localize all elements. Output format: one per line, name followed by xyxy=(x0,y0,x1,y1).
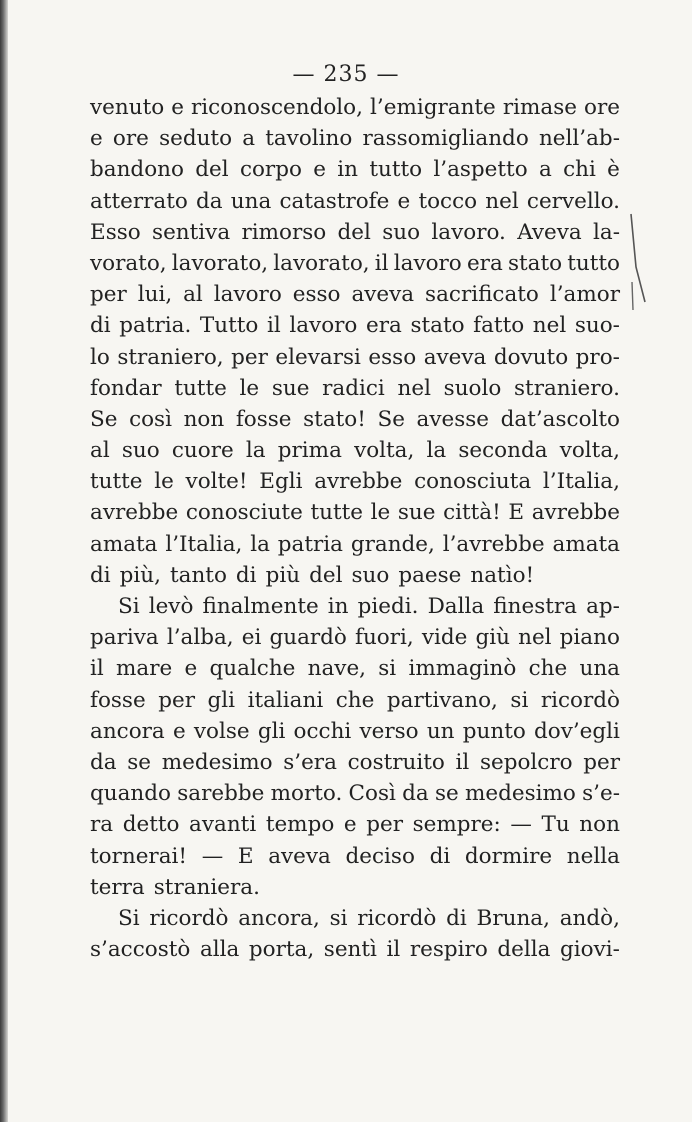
word: si xyxy=(378,656,397,682)
word: conosciute xyxy=(185,500,303,526)
text-line xyxy=(90,248,620,279)
word: fosse xyxy=(235,406,292,432)
word: suo xyxy=(351,562,390,588)
word: di xyxy=(235,562,257,588)
word: un xyxy=(426,718,455,744)
word: fosse xyxy=(90,687,146,713)
word: radici xyxy=(322,375,385,401)
word: al xyxy=(90,438,110,464)
word: e xyxy=(184,656,198,682)
word: alla xyxy=(199,937,240,963)
word: patria. xyxy=(119,313,192,339)
word: cervello. xyxy=(526,188,620,214)
word: l’alba, xyxy=(166,625,234,651)
word: ore xyxy=(112,126,149,152)
text-line xyxy=(118,591,620,622)
text-line xyxy=(90,497,620,528)
word: tavolino xyxy=(265,126,353,152)
word: morto. xyxy=(270,781,343,807)
word: sue xyxy=(397,500,436,526)
text-line xyxy=(90,404,620,435)
word: bandono xyxy=(90,157,184,183)
word: ap- xyxy=(586,594,620,619)
word: quando xyxy=(90,781,171,807)
word: ra xyxy=(90,812,114,838)
word: straniero. xyxy=(514,375,620,401)
word: andò, xyxy=(559,905,620,931)
word: terra xyxy=(90,874,145,900)
word: E xyxy=(508,500,525,526)
word: aveva xyxy=(268,843,331,869)
word: una xyxy=(230,188,272,214)
word: seconda xyxy=(458,438,548,464)
word: tutte xyxy=(310,500,363,526)
word: tempo xyxy=(265,812,335,838)
word: nell’ab- xyxy=(538,126,620,152)
word: e xyxy=(313,157,326,183)
word: ricordò xyxy=(149,905,229,931)
word: era xyxy=(366,313,402,339)
word: le xyxy=(239,375,260,401)
word: medesimo xyxy=(465,781,576,807)
word: il xyxy=(386,937,401,963)
word: punto xyxy=(462,718,526,744)
word: ei xyxy=(241,625,262,651)
word: medesimo xyxy=(161,749,273,775)
text-line xyxy=(90,435,620,466)
word: del xyxy=(309,562,343,588)
word: città! xyxy=(443,500,501,526)
word: così xyxy=(129,406,172,432)
word: patria xyxy=(277,531,343,557)
text-line xyxy=(90,747,620,778)
margin-pencil-mark xyxy=(628,212,648,312)
word: avrebbe xyxy=(314,469,403,495)
word: nel xyxy=(485,188,519,214)
word: volta, xyxy=(354,438,415,464)
body-text xyxy=(90,92,620,965)
word: mare xyxy=(116,656,173,682)
word: lavoro xyxy=(393,250,462,276)
word: rassomigliando xyxy=(362,126,529,152)
word: tutte xyxy=(174,375,227,401)
word: a xyxy=(538,157,552,183)
word: Tu xyxy=(541,812,570,838)
word: il xyxy=(455,749,470,775)
word: la xyxy=(245,438,266,464)
word: — xyxy=(201,843,224,869)
text-line xyxy=(90,529,620,560)
word: tornerai! xyxy=(90,843,188,869)
text-line xyxy=(90,466,620,497)
word: il xyxy=(90,656,104,682)
word: che xyxy=(528,656,568,682)
word: vorato, xyxy=(90,250,167,276)
word: Così xyxy=(348,781,396,807)
word: sepolcro xyxy=(479,749,573,775)
word: partivano, xyxy=(386,687,498,713)
word: che xyxy=(335,687,375,713)
text-line xyxy=(90,217,620,248)
word: gli xyxy=(257,718,286,744)
word: di xyxy=(90,313,111,339)
word: volse xyxy=(193,718,250,744)
word: l’emigrante xyxy=(370,95,496,120)
page-binding-edge xyxy=(0,0,8,1122)
word: dov’egli xyxy=(533,718,620,744)
word: aveva xyxy=(423,344,487,370)
word: seduto xyxy=(159,126,233,152)
word: sacrificato xyxy=(425,282,539,308)
word: dormire xyxy=(464,843,553,869)
word: italiani xyxy=(247,687,324,713)
word: lavorato, xyxy=(273,250,370,276)
word: chi xyxy=(563,157,596,183)
text-line xyxy=(118,903,620,934)
word: lavoro xyxy=(213,282,282,308)
text-line xyxy=(90,342,620,373)
word: tanto xyxy=(170,562,227,588)
word: per xyxy=(231,344,268,370)
word: amata xyxy=(552,531,620,557)
word: l’amor xyxy=(549,282,620,308)
word: Tutto xyxy=(199,313,259,339)
word: dovuto xyxy=(493,344,569,370)
word: fuori, xyxy=(355,625,414,651)
text-line xyxy=(90,373,620,404)
word: l’Italia, xyxy=(165,531,243,557)
word: più xyxy=(265,562,301,588)
text-line xyxy=(90,560,620,591)
word: ricordò xyxy=(540,687,620,713)
word: s’e- xyxy=(582,781,620,807)
word: della xyxy=(497,937,551,963)
word: porta, xyxy=(248,937,315,963)
text-line xyxy=(90,154,620,185)
word: la xyxy=(250,531,270,557)
word: Aveva xyxy=(517,219,582,245)
word: avanti xyxy=(189,812,257,838)
word: riconoscendolo, xyxy=(191,95,363,120)
word: lavoro. xyxy=(431,219,506,245)
word: gli xyxy=(207,687,236,713)
word: e xyxy=(397,188,411,214)
word: se xyxy=(434,781,459,807)
word: tutto xyxy=(369,157,423,183)
word: suo- xyxy=(574,313,620,339)
word: Si xyxy=(118,594,140,619)
word: la- xyxy=(593,219,620,245)
word: paese xyxy=(398,562,462,588)
text-line xyxy=(90,809,620,840)
text-line xyxy=(90,716,620,747)
word: ancora xyxy=(90,718,165,744)
word: giù xyxy=(475,625,510,651)
word: la xyxy=(426,438,447,464)
text-line xyxy=(90,310,620,341)
word: Egli xyxy=(259,469,303,495)
word: il xyxy=(374,250,389,276)
word: Esso xyxy=(90,219,141,245)
word: Dalla xyxy=(427,594,485,619)
text-line xyxy=(90,123,620,154)
word: prima xyxy=(277,438,342,464)
word: finestra xyxy=(493,594,577,619)
word: s’accostò xyxy=(90,937,191,963)
word: Se xyxy=(377,406,405,432)
word: tutto xyxy=(567,250,620,276)
word: detto xyxy=(122,812,180,838)
word: suo xyxy=(382,219,421,245)
word: lavoro xyxy=(289,313,358,339)
word: al xyxy=(183,282,203,308)
word: tutte xyxy=(90,469,143,495)
word: deciso xyxy=(345,843,415,869)
word: di xyxy=(446,905,467,931)
word: s’era xyxy=(283,749,337,775)
page-number: — 235 — xyxy=(292,62,400,87)
word: da xyxy=(90,749,117,775)
word: di xyxy=(429,843,451,869)
word: immaginò xyxy=(408,656,517,682)
text-line xyxy=(90,778,620,809)
word: verso xyxy=(359,718,419,744)
word: nel xyxy=(518,625,552,651)
word: l’aspetto xyxy=(433,157,528,183)
text-line xyxy=(90,622,620,653)
word: venuto xyxy=(90,95,165,120)
word: le xyxy=(154,469,174,495)
word: straniero, xyxy=(117,344,224,370)
word: il xyxy=(266,313,281,339)
word: volte! xyxy=(185,469,248,495)
word: esso xyxy=(368,344,417,370)
word: esso xyxy=(292,282,341,308)
word: vide xyxy=(421,625,468,651)
word: natìo! xyxy=(470,562,535,588)
word: atterrato xyxy=(90,188,188,214)
word: amata xyxy=(90,531,158,557)
word: qualche xyxy=(209,656,296,682)
word: tocco xyxy=(418,188,478,214)
word: le xyxy=(370,500,391,526)
word: per xyxy=(90,282,127,308)
word: finalmente xyxy=(202,594,319,619)
word: sentì xyxy=(323,937,377,963)
word: piano xyxy=(559,625,620,651)
word: suolo xyxy=(443,375,502,401)
word: in xyxy=(327,594,349,619)
word: volta, xyxy=(559,438,620,464)
word: per xyxy=(583,749,620,775)
word: levò xyxy=(148,594,194,619)
word: a xyxy=(242,126,256,152)
word: se xyxy=(127,749,152,775)
word: fatto xyxy=(473,313,525,339)
word: non xyxy=(579,812,620,838)
word: pro- xyxy=(575,344,620,370)
word: suo xyxy=(121,438,160,464)
word: si xyxy=(510,687,529,713)
text-line xyxy=(90,653,620,684)
word: — xyxy=(510,812,532,838)
word: più, xyxy=(119,562,161,588)
text-line xyxy=(90,872,620,903)
word: da xyxy=(402,781,429,807)
word: era xyxy=(466,250,503,276)
word: conosciuta xyxy=(414,469,532,495)
word: avrebbe xyxy=(531,500,620,526)
word: grande, xyxy=(350,531,435,557)
word: giovi- xyxy=(560,937,620,963)
word: Bruna, xyxy=(476,905,550,931)
word: dat’ascolto xyxy=(500,406,620,432)
word: nel xyxy=(532,313,567,339)
word: cuore xyxy=(171,438,234,464)
word: per xyxy=(366,812,403,838)
word: aveva xyxy=(351,282,415,308)
word: una xyxy=(579,656,620,682)
word: e xyxy=(343,812,357,838)
word: è xyxy=(607,157,620,183)
word: in xyxy=(337,157,359,183)
word: sentiva xyxy=(152,219,231,245)
word: corpo xyxy=(239,157,302,183)
word: non xyxy=(183,406,225,432)
word: nella xyxy=(566,843,620,869)
word: lui, xyxy=(137,282,173,308)
word: nel xyxy=(397,375,431,401)
word: Si xyxy=(118,905,140,931)
word: ancora, xyxy=(238,905,320,931)
word: lo xyxy=(90,344,110,370)
word: ore xyxy=(584,95,620,120)
word: sue xyxy=(271,375,310,401)
text-line xyxy=(90,685,620,716)
word: l’Italia, xyxy=(542,469,620,495)
word: nave, xyxy=(307,656,367,682)
word: stato xyxy=(507,250,563,276)
word: e xyxy=(172,718,186,744)
word: avesse xyxy=(416,406,490,432)
word: guardò xyxy=(269,625,347,651)
word: elevarsi xyxy=(275,344,361,370)
text-line xyxy=(90,841,620,872)
word: di xyxy=(90,562,111,588)
word: da xyxy=(195,188,223,214)
text-line xyxy=(90,934,620,965)
word: sarebbe xyxy=(177,781,265,807)
word: straniera. xyxy=(153,874,260,900)
word: e xyxy=(90,126,103,152)
word: lavorato, xyxy=(171,250,269,276)
word: rimorso xyxy=(241,219,327,245)
word: costruito xyxy=(347,749,445,775)
word: stato! xyxy=(303,406,366,432)
text-line xyxy=(90,186,620,217)
word: avrebbe xyxy=(90,500,179,526)
word: e xyxy=(171,95,184,120)
word: sempre: xyxy=(412,812,501,838)
word: per xyxy=(158,687,195,713)
word: occhi xyxy=(293,718,352,744)
word: l’avrebbe xyxy=(442,531,545,557)
word: catastrofe xyxy=(279,188,390,214)
word: del xyxy=(195,157,229,183)
word: rimase xyxy=(502,95,577,120)
text-line xyxy=(90,92,620,123)
word: del xyxy=(337,219,371,245)
text-line xyxy=(90,279,620,310)
word: stato xyxy=(410,313,465,339)
word: fondar xyxy=(90,375,162,401)
word: pariva xyxy=(90,625,159,651)
word: ricordò xyxy=(357,905,437,931)
word: si xyxy=(329,905,348,931)
word: respiro xyxy=(409,937,488,963)
word: Se xyxy=(90,406,118,432)
word: E xyxy=(237,843,254,869)
word: piedi. xyxy=(357,594,419,619)
